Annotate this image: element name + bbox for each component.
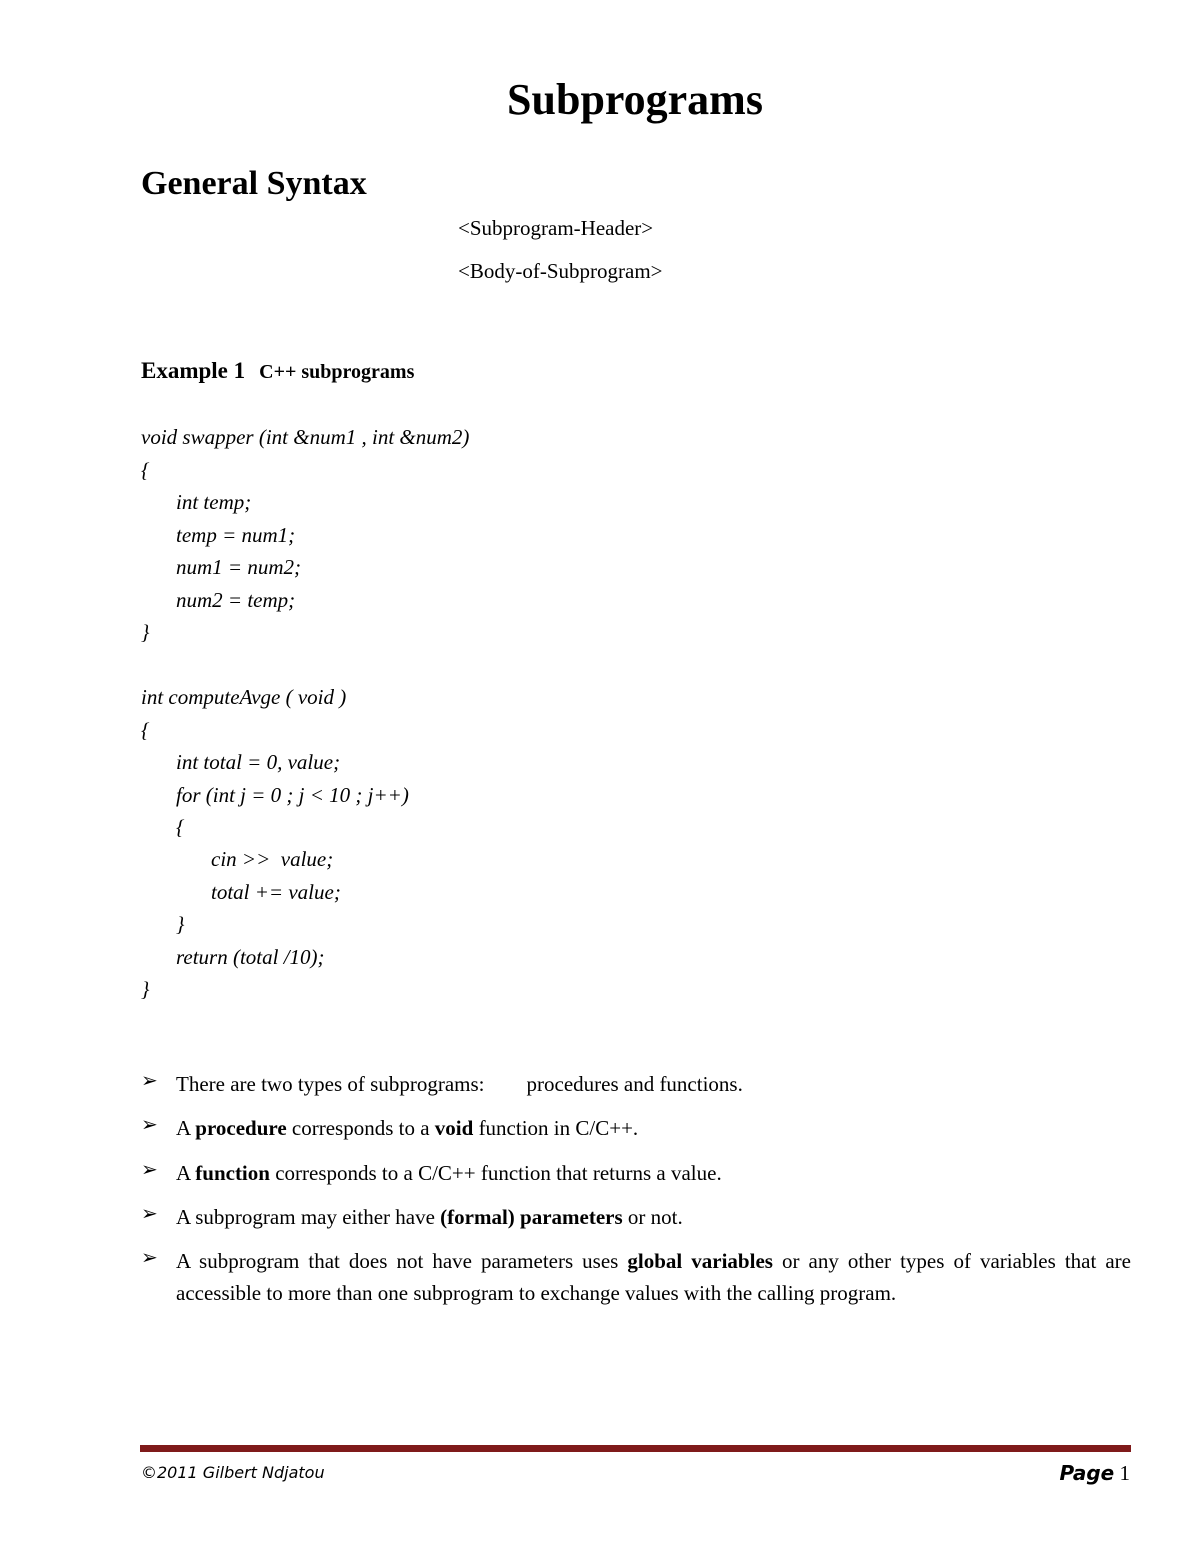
footer-rule: [140, 1445, 1131, 1452]
syntax-line-body: <Body-of-Subprogram>: [458, 259, 663, 283]
footer-copyright: ©2011 Gilbert Ndjatou: [141, 1463, 325, 1482]
arrow-bullet-icon: ➢: [141, 1070, 158, 1092]
arrow-bullet-icon: ➢: [141, 1159, 158, 1181]
code-line: void swapper (int &num1 , int &num2): [141, 425, 470, 449]
code-line: {: [141, 718, 150, 742]
code-line: }: [141, 620, 150, 644]
example-label: Example 1: [141, 358, 246, 383]
arrow-bullet-icon: ➢: [141, 1114, 158, 1136]
code-line: return (total /10);: [176, 945, 325, 969]
code-line: num1 = num2;: [176, 555, 301, 579]
page-title: Subprograms: [507, 75, 763, 124]
bullet-item: ➢ A function corresponds to a C/C++ function that returns a value.: [141, 1159, 722, 1185]
code-line: temp = num1;: [176, 523, 296, 547]
code-line: for (int j = 0 ; j < 10 ; j++): [176, 783, 409, 807]
code-line: }: [176, 912, 185, 936]
bullet-item: ➢ A subprogram may either have (formal) parameters or not.: [141, 1203, 683, 1229]
code-line: {: [176, 815, 185, 839]
arrow-bullet-icon: ➢: [141, 1247, 158, 1269]
bullet-item: ➢ A procedure corresponds to a void function in C/C++.: [141, 1114, 639, 1140]
bullet-item: ➢ There are two types of subprograms: procedures and functions.: [141, 1070, 743, 1096]
syntax-line-header: <Subprogram-Header>: [458, 216, 654, 240]
code-line: num2 = temp;: [176, 588, 296, 612]
arrow-bullet-icon: ➢: [141, 1203, 158, 1225]
code-line: {: [141, 458, 150, 482]
page-number-value: 1: [1119, 1461, 1130, 1485]
code-line: cin >> value;: [211, 847, 334, 871]
page-number: [1059, 1461, 1130, 1486]
bullet-item: ➢ A subprogram that does not have parameters uses global variables or any other types of variables that are accessible to more than one subprogram to exchange values with the calling program.: [141, 1247, 1131, 1305]
general-syntax-heading: General Syntax: [141, 165, 367, 202]
code-line: int total = 0, value;: [176, 750, 341, 774]
code-line: int computeAvge ( void ): [141, 685, 347, 709]
page-label: Page: [1059, 1461, 1115, 1485]
code-line: int temp;: [176, 490, 252, 514]
example-subtitle: C++ subprograms: [259, 361, 415, 383]
code-line: total += value;: [211, 880, 341, 904]
code-line: }: [141, 977, 150, 1001]
example-heading: [141, 358, 414, 384]
